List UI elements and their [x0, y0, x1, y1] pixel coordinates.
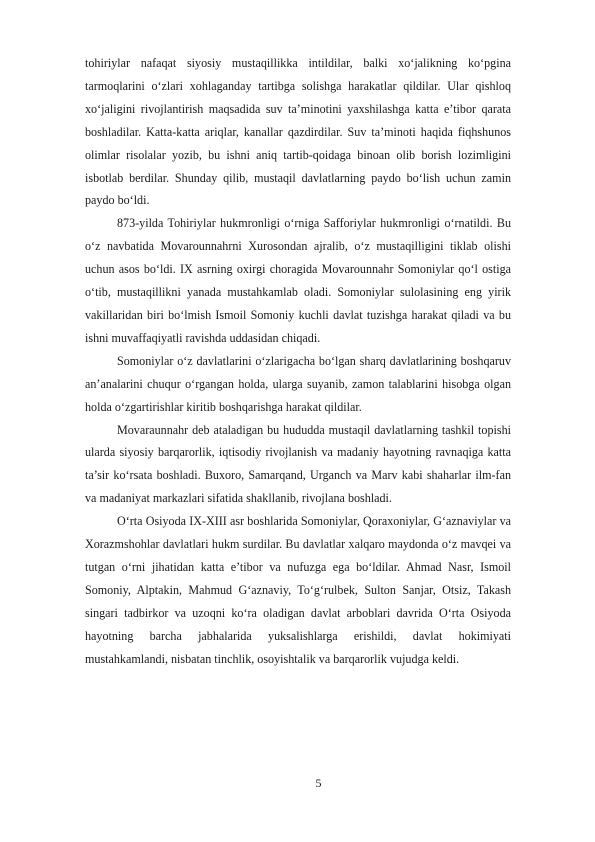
paragraph-5: O‘rta Osiyoda IX-XIII asr boshlarida Somoniylar, Qoraxoniylar, G‘aznaviylar va Xorazmshohlar davlatlari hukm surdilar. Bu davlatlar xalqaro maydonda o‘z mavqei va tutgan o‘rni jihatidan katta e’tibor va nufuzga ega bo‘ldilar. Ahmad Nasr, Ismoil Somoniy, Alptakin, Mahmud G‘aznaviy, To‘g‘rulbek, Sulton Sanjar, Otsiz, Takash singari tadbirkor va uzoqni ko‘ra oladigan davlat arboblari davrida O‘rta Osiyoda hayotning barcha jabhalarida yuksalishlarga erishildi, davlat hokimiyati mustahkamlandi, nisbatan tinchlik, osoyishtalik va barqarorlik vujudga keldi. [85, 514, 511, 666]
paragraph-3: Somoniylar o‘z davlatlarini o‘zlarigacha bo‘lgan sharq davlatlarining boshqaruv an’analarini chuqur o‘rgangan holda, ularga suyanib, zamon talablarini hisobga olgan holda o‘zgartirishlar kiritib boshqarishga harakat qildilar. [85, 353, 511, 414]
document-page [85, 52, 511, 670]
paragraph-1: tohiriylar nafaqat siyosiy mustaqillikka intildilar, balki xo‘jalikning ko‘pgina tarmoqlarini o‘zlari xohlaganday tartibga solishga harakatlar qildilar. Ular qishloq xo‘jaligini rivojlantirish maqsadida suv ta’minotini yaxshilashga katta e’tibor qarata boshladilar. Katta-katta ariqlar, kanallar qazdirdilar. Suv ta’minoti haqida fiqhshunos olimlar risolalar yozib, bu ishni aniq tartib-qoidaga binoan olib borish lozimligini isbotlab berdilar. Shunday qilib, mustaqil davlatlarning paydo bo‘lish uchun zamin paydo bo‘ldi. [85, 56, 511, 208]
paragraph-4: Movaraunnahr deb ataladigan bu hududda mustaqil davlatlarning tashkil topishi ularda siyosiy barqarorlik, iqtisodiy rivojlanish va madaniy hayotning ravnaqiga katta ta’sir ko‘rsata boshladi. Buxoro, Samarqand, Urganch va Marv kabi shaharlar ilm-fan va madaniyat markazlari sifatida shakllanib, rivojlana boshladi. [85, 422, 511, 506]
paragraph-2: 873-yilda Tohiriylar hukmronligi o‘rniga Safforiylar hukmronligi o‘rnatildi. Bu o‘z navbatida Movarounnahrni Xurosondan ajralib, o‘z mustaqilligini tiklab olishi uchun asos bo‘ldi. IX asrning oxirgi choragida Movarounnahr Somoniylar qo‘l ostiga o‘tib, mustaqillikni yanada mustahkamlab oladi. Somoniylar sulolasining eng yirik vakillaridan biri bo‘lmish Ismoil Somoniy kuchli davlat tuzishga harakat qiladi va bu ishni muvaffaqiyatli ravishda uddasidan chiqadi. [85, 216, 511, 345]
page-number: 5 [315, 776, 322, 790]
